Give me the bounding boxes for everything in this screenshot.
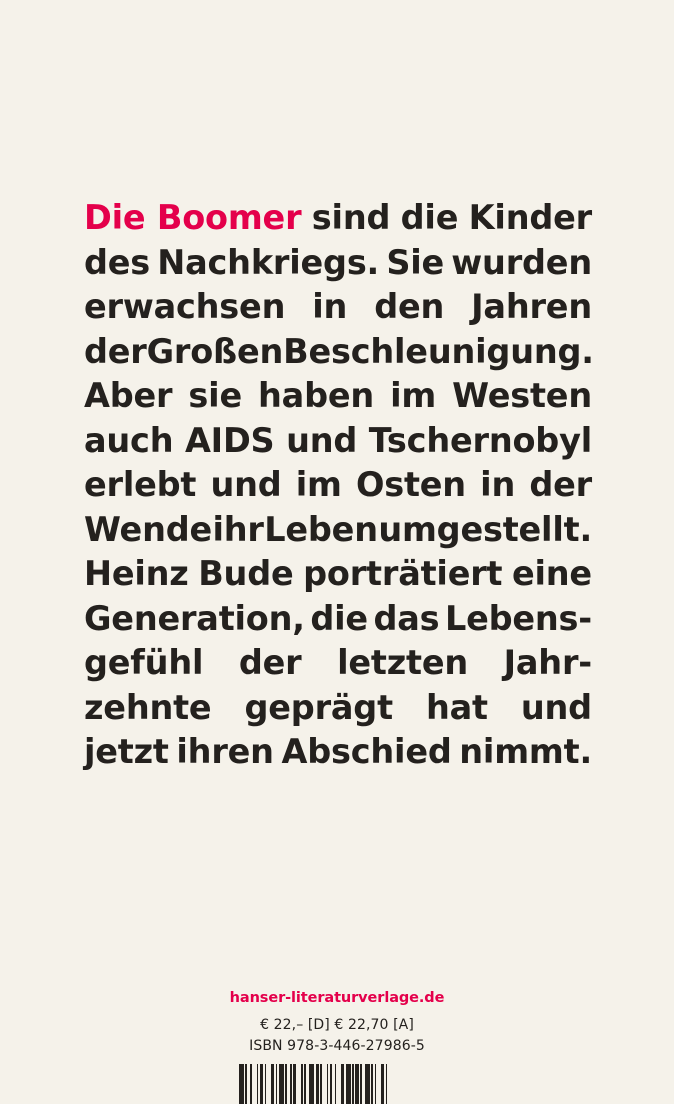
blurb-word: und — [210, 465, 282, 504]
blurb-word: Abschied — [281, 732, 452, 771]
blurb-word: in — [480, 465, 516, 504]
blurb-word: haben — [258, 376, 375, 415]
blurb-line — [84, 597, 592, 642]
blurb-word: und — [286, 420, 358, 460]
blurb-word: letzten — [337, 643, 469, 682]
blurb-highlight: Die Boomer — [84, 198, 302, 237]
blurb-word: zehnte — [84, 687, 212, 727]
blurb-text — [84, 196, 592, 775]
blurb-word: Wende — [84, 509, 213, 549]
blurb-word: eine — [511, 554, 592, 593]
blurb-word: Nachkriegs. — [157, 242, 380, 282]
blurb-word: ihr — [212, 509, 264, 549]
blurb-line — [84, 552, 592, 597]
blurb-word: Sie — [386, 242, 445, 282]
price-line: € 22,– [D] € 22,70 [A] — [260, 1017, 414, 1033]
blurb-word: Leben — [264, 509, 378, 549]
blurb-word: die — [310, 598, 368, 638]
blurb-word: umgestellt. — [378, 509, 592, 549]
blurb-word: erwachsen — [84, 287, 286, 326]
blurb-word: der — [84, 331, 147, 371]
blurb-word: Lebens- — [444, 598, 592, 638]
blurb-word: im — [390, 376, 437, 415]
blurb-word: Jahren — [471, 287, 592, 326]
blurb-word: das — [373, 598, 440, 638]
blurb-word: des — [84, 242, 151, 282]
blurb-word: Osten — [355, 465, 466, 504]
cover-footer — [0, 990, 674, 1104]
blurb-word: im — [295, 465, 342, 504]
blurb-word: Generation, — [84, 598, 305, 638]
publisher-url[interactable]: hanser-literaturverlage.de — [229, 990, 445, 1006]
blurb-word: geprägt — [244, 687, 393, 727]
blurb-word: Westen — [452, 376, 592, 415]
blurb-word: Tschernobyl — [368, 420, 592, 460]
blurb-word: wurden — [451, 242, 592, 282]
blurb-line — [84, 241, 592, 286]
blurb-line — [84, 641, 592, 686]
blurb-word: erlebt — [84, 465, 197, 504]
blurb-word: Heinz — [84, 554, 189, 593]
blurb-line — [84, 330, 592, 375]
blurb-line — [84, 374, 592, 419]
blurb-word: gefühl — [84, 643, 204, 682]
blurb-word: in — [312, 287, 348, 326]
blurb-line — [84, 285, 592, 330]
blurb-word: den — [374, 287, 445, 326]
blurb-word: der — [529, 465, 592, 504]
blurb-word: und — [520, 687, 592, 727]
blurb-word: AIDS — [184, 420, 275, 460]
blurb-word: Jahr- — [503, 643, 592, 682]
blurb-word: nimmt. — [459, 732, 592, 771]
barcode — [239, 1064, 435, 1104]
blurb-line — [84, 196, 592, 241]
blurb-word: Beschleunigung. — [283, 331, 594, 371]
blurb-line — [84, 419, 592, 464]
blurb-word: sie — [188, 376, 242, 415]
blurb-line — [84, 508, 592, 553]
blurb-word: der — [238, 643, 302, 682]
blurb-word: jetzt — [84, 732, 169, 771]
blurb-word: Aber — [84, 376, 173, 415]
blurb-word: ihren — [176, 732, 274, 771]
blurb-word: auch — [84, 420, 174, 460]
barcode-bar — [387, 1064, 390, 1104]
isbn-line: ISBN 978-3-446-27986-5 — [249, 1038, 425, 1054]
blurb-word: hat — [425, 687, 488, 727]
blurb-word: Kinder — [468, 198, 592, 237]
blurb-word: Großen — [146, 331, 284, 371]
blurb-word: die — [400, 198, 459, 237]
blurb-word: sind — [311, 198, 391, 237]
blurb-word: porträtiert — [303, 554, 503, 593]
blurb-line — [84, 463, 592, 508]
blurb-word: Bude — [198, 554, 294, 593]
blurb-line — [84, 686, 592, 731]
blurb-line — [84, 730, 592, 775]
